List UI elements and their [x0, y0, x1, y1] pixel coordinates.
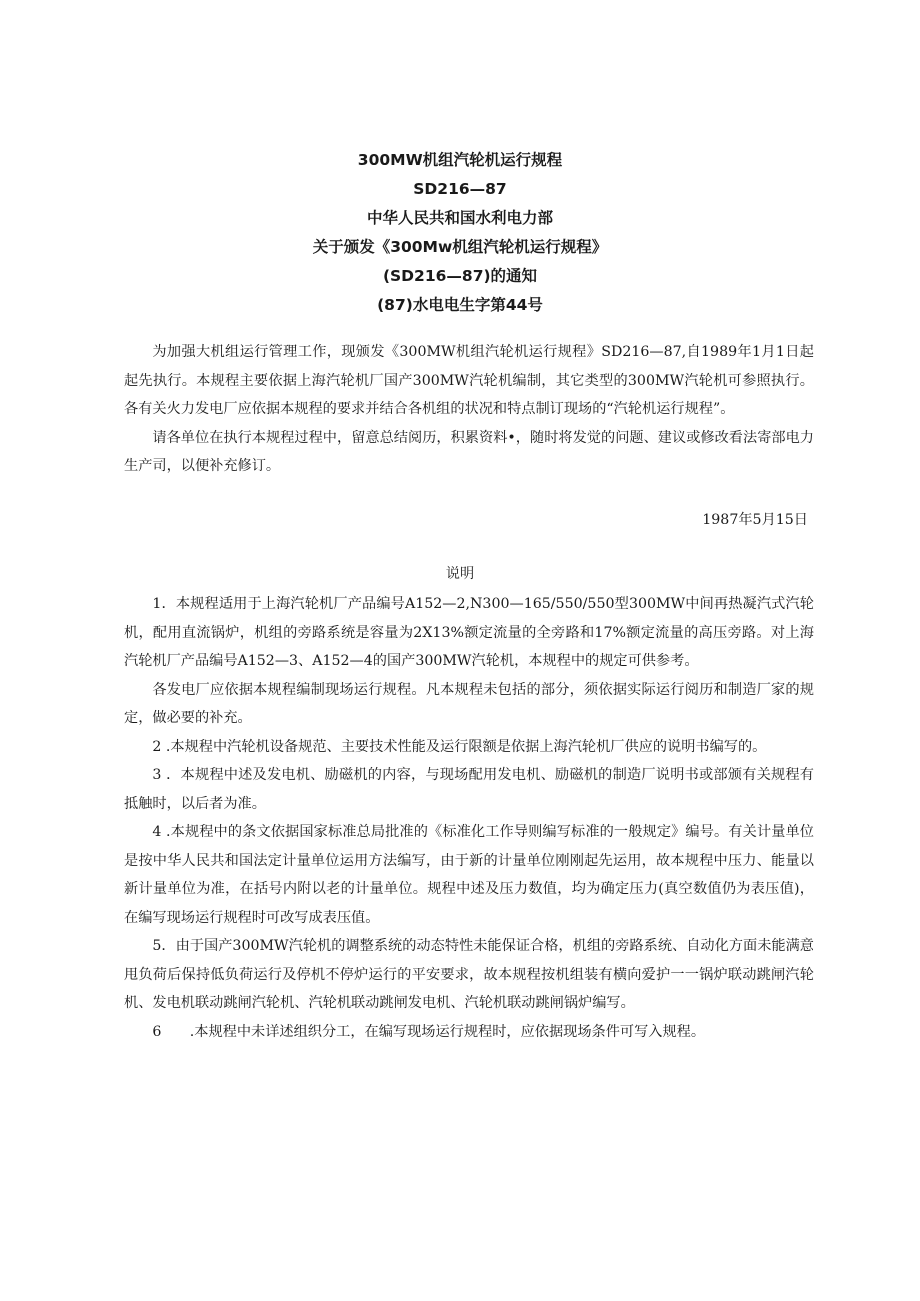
issuing-ministry: 中华人民共和国水利电力部: [366, 209, 553, 227]
notice-body: [124, 338, 814, 481]
explanation-title: 说明: [445, 566, 475, 582]
explanation-item-1-supplement: 各发电厂应依据本规程编制现场运行规程。凡本规程未包括的部分，须依据实际运行阅历和制造厂家的规定，做必要的补充。: [124, 681, 814, 726]
document-header: [0, 146, 920, 320]
notice-paragraph-2: 请各单位在执行本规程过程中，留意总结阅历，积累资料•，随时将发觉的问题、建议或修改看法寄部电力生产司，以便补充修订。: [124, 429, 814, 474]
regulation-title: 300MW机组汽轮机运行规程: [357, 151, 563, 169]
notice-paragraph-1: 为加强大机组运行管理工作，现颁发《300MW机组汽轮机运行规程》SD216—87,自1989年1月1日起起先执行。本规程主要依据上海汽轮机厂国产300MW汽轮机编制，其它类型的300MW汽轮机可参照执行。各有关火力发电厂应依据本规程的要求并结合各机组的状况和特点制订现场的“汽轮机运行规程”。: [124, 344, 814, 417]
document-code: (87)水电电生字第44号: [377, 296, 543, 314]
notice-title-cont: (SD216—87)的通知: [382, 267, 538, 285]
standard-number: SD216—87: [413, 180, 507, 198]
explanation-item-5: 5．由于国产300MW汽轮机的调整系统的动态特性未能保证合格，机组的旁路系统、自动化方面未能满意甩负荷后保持低负荷运行及停机不停炉运行的平安要求，故本规程按机组装有横向爱护一一锅炉联动跳闸汽轮机、发电机联动跳闸汽轮机、汽轮机联动跳闸发电机、汽轮机联动跳闸锅炉编写。: [124, 938, 814, 1011]
explanation-item-1: 1．本规程适用于上海汽轮机厂产品编号A152—2,N300—165/550/550型300MW中间再热凝汽式汽轮机，配用直流锅炉，机组的旁路系统是容量为2X13%额定流量的全旁路和17%额定流量的高压旁路。对上海汽轮机厂产品编号A152—3、A152—4的国产300MW汽轮机，本规程中的规定可供参考。: [124, 596, 814, 669]
explanation-body: [124, 590, 814, 1046]
explanation-item-3: 3 ．本规程中述及发电机、励磁机的内容，与现场配用发电机、励磁机的制造厂说明书或部颁有关规程有抵触时，以后者为准。: [124, 767, 814, 812]
explanation-item-6: 6 .本规程中未详述组织分工，在编写现场运行规程时，应依据现场条件可写入规程。: [152, 1023, 706, 1040]
notice-date: 1987年5月15日: [702, 512, 808, 528]
explanation-item-4: 4 .本规程中的条文依据国家标准总局批准的《标准化工作导则编写标准的一般规定》编号。有关计量单位是按中华人民共和国法定计量单位运用方法编写，由于新的计量单位刚刚起先运用，故本规程中压力、能量以新计量单位为准，在括号内附以老的计量单位。规程中述及压力数值，均为确定压力(真空数值仍为表压值)，在编写现场运行规程时可改写成表压值。: [124, 824, 814, 926]
explanation-item-2: 2 .本规程中汽轮机设备规范、主要技术性能及运行限额是依据上海汽轮机厂供应的说明书编写的。: [152, 738, 767, 755]
notice-title: 关于颁发《300Mw机组汽轮机运行规程》: [312, 238, 608, 256]
